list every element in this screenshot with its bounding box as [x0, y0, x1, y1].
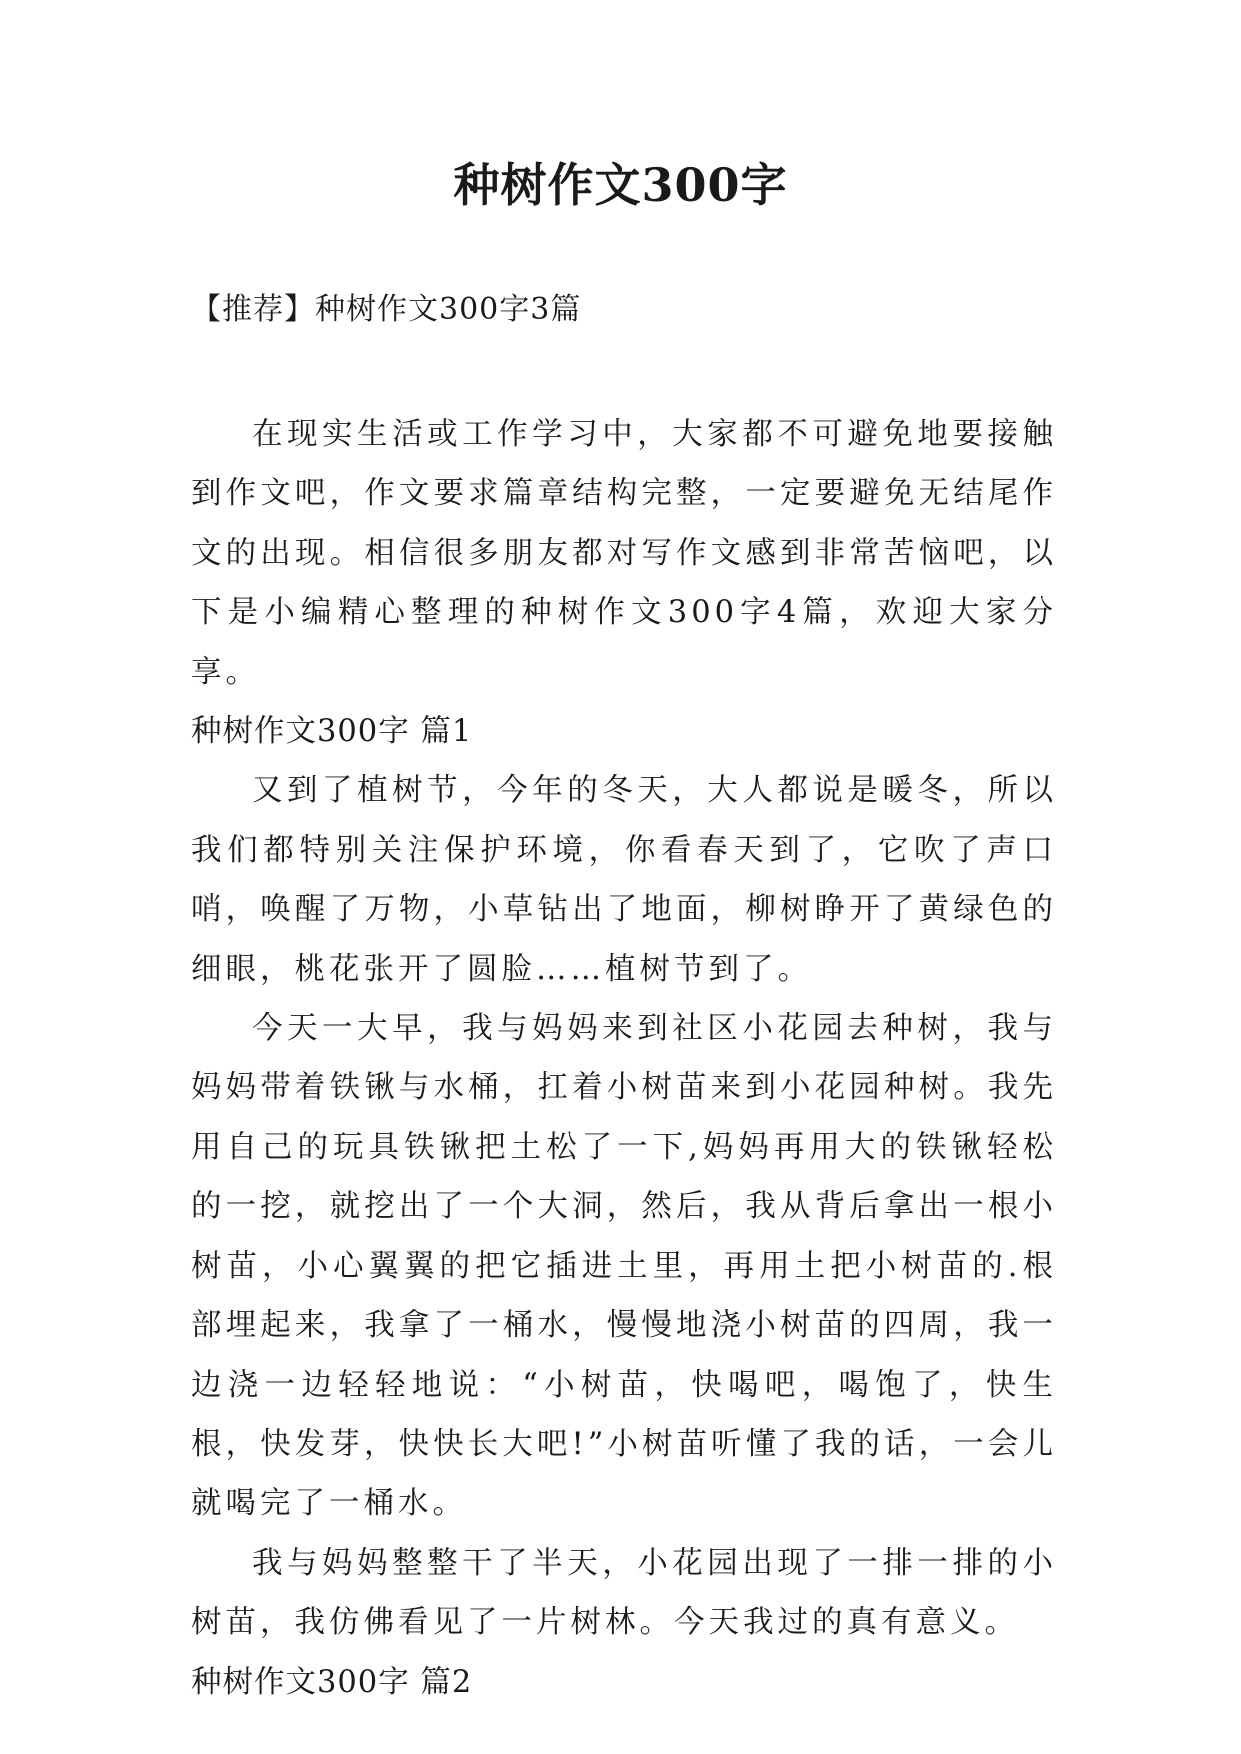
section-heading-2: 种树作文300字 篇2	[191, 1664, 473, 1700]
section1-paragraph-2: 今天一大早，我与妈妈来到社区小花园去种树，我与妈妈带着铁锹与水桶，扛着小树苗来到小花园种树。我先用自己的玩具铁锹把土松了一下,妈妈再用大的铁锹轻松的一挖，就挖出了一个大洞，然后，我从背后拿出一根小树苗，小心翼翼的把它插进土里，再用土把小树苗的.根部埋起来，我拿了一桶水，慢慢地浇小树苗的四周，我一边浇一边轻轻地说：“小树苗，快喝吧，喝饱了，快生根，快发芽，快快长大吧!”小树苗听懂了我的话，一会儿就喝完了一桶水。	[191, 1011, 1057, 1522]
section1-paragraph-3: 我与妈妈整整干了半天，小花园出现了一排一排的小树苗，我仿佛看见了一片树林。今天我过的真有意义。	[191, 1545, 1057, 1641]
intro-paragraph: 在现实生活或工作学习中，大家都不可避免地要接触到作文吧，作文要求篇章结构完整，一定要避免无结尾作文的出现。相信很多朋友都对写作文感到非常苦恼吧，以下是小编精心整理的种树作文300字4篇，欢迎大家分享。	[191, 417, 1057, 690]
section1-paragraph-1: 又到了植树节，今年的冬天，大人都说是暖冬，所以我们都特别关注保护环境，你看春天到了，它吹了声口哨，唤醒了万物，小草钻出了地面，柳树睁开了黄绿色的细眼，桃花张开了圆脸……植树节到了。	[191, 773, 1057, 987]
document-body	[191, 405, 1057, 1712]
document-title: 种树作文300字	[453, 158, 788, 212]
section-heading-1: 种树作文300字 篇1	[191, 714, 473, 750]
document-subtitle: 【推荐】种树作文300字3篇	[191, 292, 582, 327]
